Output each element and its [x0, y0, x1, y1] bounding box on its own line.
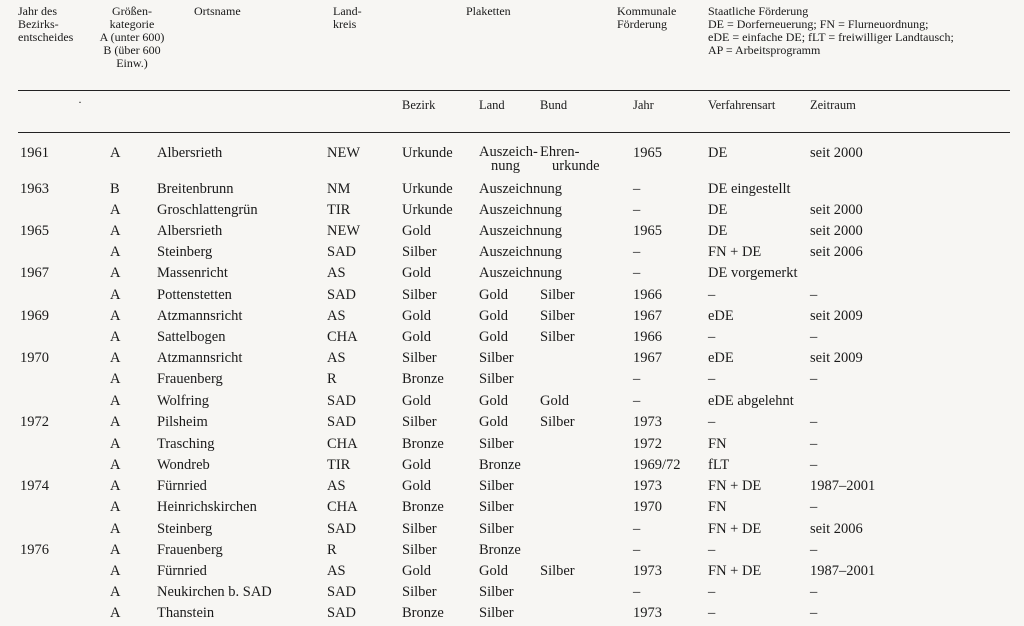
header-jahr-line: Jahr des [18, 4, 57, 18]
cell-landkreis: SAD [327, 414, 357, 430]
cell-landkreis: R [327, 371, 337, 387]
cell-bezirk: Bronze [402, 436, 444, 452]
header-landkreis-line: kreis [333, 17, 357, 31]
cell-land-line: Auszeich- [479, 144, 538, 160]
cell-land: Silber [479, 371, 514, 387]
cell-ortsname: Breitenbrunn [157, 181, 234, 197]
cell-kategorie: B [110, 181, 120, 197]
cell-kategorie: A [110, 521, 121, 537]
table-row [0, 308, 1024, 329]
cell-verfahrensart: – [708, 329, 716, 345]
table-row [0, 202, 1024, 223]
header-plaketten: Plaketten [466, 4, 511, 18]
cell-kommunal-jahr: 1967 [633, 308, 662, 324]
header-groesse-line: Einw.) [116, 56, 148, 70]
table-row [0, 223, 1024, 244]
cell-ortsname: Fürnried [157, 563, 207, 579]
cell-ortsname: Massenricht [157, 265, 228, 281]
table-row [0, 478, 1024, 499]
cell-bezirk: Bronze [402, 371, 444, 387]
cell-kommunal-jahr: – [633, 181, 641, 197]
cell-verfahrensart: FN + DE [708, 478, 762, 494]
header-jahr [18, 5, 73, 44]
cell-bezirk: Gold [402, 457, 431, 473]
table-row [0, 181, 1024, 202]
header-bund: Bund [540, 98, 568, 112]
cell-landkreis: SAD [327, 521, 357, 537]
cell-ortsname: Atzmannsricht [157, 350, 243, 366]
cell-zeitraum: seit 2009 [810, 308, 863, 324]
cell-bezirk: Urkunde [402, 202, 453, 218]
cell-zeitraum: – [810, 371, 818, 387]
cell-land: Gold [479, 329, 508, 345]
cell-landkreis: AS [327, 308, 346, 324]
cell-bezirk: Bronze [402, 499, 444, 515]
cell-bund: Silber [540, 329, 575, 345]
cell-verfahrensart: FN + DE [708, 244, 762, 260]
table-row [0, 414, 1024, 435]
cell-land: Silber [479, 478, 514, 494]
cell-kategorie: A [110, 371, 121, 387]
header-groesse-line: B (über 600 [103, 43, 161, 57]
cell-verfahrensart: DE eingestellt [708, 181, 791, 197]
cell-kommunal-jahr: 1973 [633, 563, 662, 579]
cell-landkreis: TIR [327, 457, 351, 473]
cell-bezirk: Gold [402, 393, 431, 409]
cell-ortsname: Neukirchen b. SAD [157, 584, 272, 600]
cell-kommunal-jahr: 1973 [633, 605, 662, 621]
cell-kommunal-jahr: – [633, 244, 641, 260]
table-row [0, 393, 1024, 414]
cell-kommunal-jahr: – [633, 521, 641, 537]
cell-landkreis: SAD [327, 244, 357, 260]
cell-land: Auszeichnung [479, 181, 562, 197]
header-jahr-line: Bezirks- [18, 17, 59, 31]
cell-verfahrensart: eDE [708, 308, 734, 324]
cell-land: Silber [479, 499, 514, 515]
cell-landkreis: CHA [327, 329, 358, 345]
cell-verfahrensart: – [708, 371, 716, 387]
cell-bezirk: Silber [402, 542, 437, 558]
cell-verfahrensart: – [708, 605, 716, 621]
cell-verfahrensart: FN [708, 436, 727, 452]
cell-kommunal-jahr: 1969/72 [633, 457, 681, 473]
cell-verfahrensart: DE [708, 145, 728, 161]
cell-verfahrensart: FN + DE [708, 521, 762, 537]
header-kommunal-line: Förderung [617, 17, 667, 31]
cell-kommunal-jahr: 1967 [633, 350, 662, 366]
cell-land: Silber [479, 521, 514, 537]
cell-bezirk: Gold [402, 478, 431, 494]
header-rule-top [18, 90, 1010, 91]
cell-zeitraum: – [810, 584, 818, 600]
cell-land: Auszeichnung [479, 244, 562, 260]
cell-verfahrensart: fLT [708, 457, 730, 473]
header-groesse-line: kategorie [109, 17, 155, 31]
cell-kommunal-jahr: 1966 [633, 287, 662, 303]
cell-landkreis: NEW [327, 223, 361, 239]
cell-kategorie: A [110, 287, 121, 303]
cell-jahr: 1976 [20, 542, 49, 558]
cell-verfahrensart: DE [708, 202, 728, 218]
cell-jahr: 1970 [20, 350, 49, 366]
cell-kategorie: A [110, 605, 121, 621]
cell-kategorie: A [110, 499, 121, 515]
cell-landkreis: CHA [327, 436, 358, 452]
cell-verfahrensart: eDE abgelehnt [708, 393, 794, 409]
cell-zeitraum: – [810, 542, 818, 558]
cell-jahr: 1961 [20, 145, 49, 161]
header-ortsname: Ortsname [194, 4, 241, 18]
cell-ortsname: Trasching [157, 436, 215, 452]
cell-zeitraum: seit 2009 [810, 350, 863, 366]
header-staatlich-line: DE = Dorferneuerung; FN = Flurneuordnung; [708, 17, 929, 31]
cell-bund: Silber [540, 308, 575, 324]
header-rule-bottom [18, 132, 1010, 133]
header-landkreis [333, 5, 362, 31]
cell-zeitraum: – [810, 436, 818, 452]
cell-kommunal-jahr: 1965 [633, 223, 662, 239]
cell-kategorie: A [110, 244, 121, 260]
table-row [0, 542, 1024, 563]
cell-landkreis: SAD [327, 605, 357, 621]
cell-kategorie: A [110, 414, 121, 430]
cell-zeitraum: seit 2006 [810, 521, 863, 537]
cell-landkreis: R [327, 542, 337, 558]
cell-land: Gold [479, 287, 508, 303]
cell-ortsname: Albersrieth [157, 145, 223, 161]
cell-land: Gold [479, 414, 508, 430]
cell-landkreis: NEW [327, 145, 361, 161]
cell-ortsname: Sattelbogen [157, 329, 226, 345]
cell-land-line: nung [491, 158, 520, 174]
cell-verfahrensart: eDE [708, 350, 734, 366]
cell-verfahrensart: FN + DE [708, 563, 762, 579]
cell-kommunal-jahr: 1965 [633, 145, 662, 161]
cell-verfahrensart: – [708, 287, 716, 303]
cell-kategorie: A [110, 308, 121, 324]
header-verfahrensart: Verfahrensart [708, 98, 776, 112]
cell-ortsname: Steinberg [157, 521, 213, 537]
header-staatlich-line: eDE = einfache DE; fLT = freiwilliger Landtausch; [708, 30, 954, 44]
cell-bund-line: Ehren- [540, 144, 580, 160]
cell-bund: Gold [540, 393, 569, 409]
header-kommunal [617, 5, 676, 31]
cell-bezirk: Silber [402, 521, 437, 537]
cell-zeitraum: – [810, 329, 818, 345]
cell-bund-line: urkunde [552, 158, 600, 174]
table-row [0, 563, 1024, 584]
table-row [0, 329, 1024, 350]
cell-land: Silber [479, 436, 514, 452]
cell-landkreis: TIR [327, 202, 351, 218]
cell-jahr: 1963 [20, 181, 49, 197]
cell-kommunal-jahr: – [633, 371, 641, 387]
cell-bezirk: Gold [402, 265, 431, 281]
cell-jahr: 1974 [20, 478, 49, 494]
cell-kommunal-jahr: 1966 [633, 329, 662, 345]
cell-zeitraum: seit 2000 [810, 202, 863, 218]
header-dot: · [78, 95, 82, 109]
cell-kategorie: A [110, 478, 121, 494]
cell-bezirk: Gold [402, 563, 431, 579]
cell-zeitraum: – [810, 457, 818, 473]
cell-ortsname: Fürnried [157, 478, 207, 494]
header-jahr-line: entscheides [18, 30, 74, 44]
cell-zeitraum: 1987–2001 [810, 478, 876, 494]
table-row [0, 265, 1024, 286]
table-row [0, 371, 1024, 392]
cell-verfahrensart: – [708, 542, 716, 558]
cell-zeitraum: – [810, 499, 818, 515]
header-zeitraum: Zeitraum [810, 98, 856, 112]
cell-verfahrensart: FN [708, 499, 727, 515]
cell-landkreis: AS [327, 563, 346, 579]
cell-kommunal-jahr: 1973 [633, 478, 662, 494]
cell-ortsname: Heinrichskirchen [157, 499, 257, 515]
cell-kategorie: A [110, 202, 121, 218]
cell-bezirk: Gold [402, 329, 431, 345]
cell-bezirk: Silber [402, 244, 437, 260]
header-land: Land [479, 98, 505, 112]
cell-kategorie: A [110, 329, 121, 345]
table-row [0, 499, 1024, 520]
cell-bund [540, 145, 600, 173]
cell-zeitraum: – [810, 287, 818, 303]
cell-zeitraum: seit 2000 [810, 223, 863, 239]
cell-bezirk: Silber [402, 350, 437, 366]
cell-bund: Silber [540, 287, 575, 303]
header-groesse-line: Größen- [112, 4, 152, 18]
cell-verfahrensart: – [708, 584, 716, 600]
cell-kategorie: A [110, 223, 121, 239]
cell-ortsname: Steinberg [157, 244, 213, 260]
table-row [0, 521, 1024, 542]
cell-bund: Silber [540, 414, 575, 430]
cell-ortsname: Groschlattengrün [157, 202, 258, 218]
cell-verfahrensart: – [708, 414, 716, 430]
cell-zeitraum: seit 2006 [810, 244, 863, 260]
cell-bezirk: Urkunde [402, 181, 453, 197]
table-row [0, 350, 1024, 371]
cell-land: Bronze [479, 457, 521, 473]
cell-ortsname: Wondreb [157, 457, 210, 473]
cell-land: Auszeichnung [479, 223, 562, 239]
cell-landkreis: SAD [327, 393, 357, 409]
cell-kategorie: A [110, 393, 121, 409]
table-row [0, 244, 1024, 265]
cell-kommunal-jahr: – [633, 584, 641, 600]
cell-ortsname: Wolfring [157, 393, 209, 409]
cell-jahr: 1967 [20, 265, 49, 281]
cell-verfahrensart: DE [708, 223, 728, 239]
cell-kommunal-jahr: – [633, 393, 641, 409]
header-groesse [92, 5, 172, 70]
table-row [0, 436, 1024, 457]
header-groesse-line: A (unter 600) [99, 30, 165, 44]
cell-landkreis: AS [327, 265, 346, 281]
cell-ortsname: Thanstein [157, 605, 215, 621]
table-row [0, 144, 1024, 174]
table-row [0, 457, 1024, 478]
cell-zeitraum: 1987–2001 [810, 563, 876, 579]
cell-kategorie: A [110, 584, 121, 600]
cell-zeitraum: seit 2000 [810, 145, 863, 161]
cell-landkreis: NM [327, 181, 351, 197]
cell-ortsname: Frauenberg [157, 371, 223, 387]
cell-land [479, 145, 538, 173]
header-staatlich-line: Staatliche Förderung [708, 4, 809, 18]
cell-kategorie: A [110, 563, 121, 579]
cell-kategorie: A [110, 350, 121, 366]
cell-bezirk: Urkunde [402, 145, 453, 161]
cell-kommunal-jahr: – [633, 542, 641, 558]
cell-kategorie: A [110, 436, 121, 452]
header-kommunal-line: Kommunale [617, 4, 677, 18]
cell-bezirk: Silber [402, 414, 437, 430]
cell-bund: Silber [540, 563, 575, 579]
cell-jahr: 1972 [20, 414, 49, 430]
cell-kategorie: A [110, 542, 121, 558]
header-staatlich-line: AP = Arbeitsprogramm [708, 43, 821, 57]
table-row [0, 287, 1024, 308]
cell-land: Silber [479, 605, 514, 621]
cell-kommunal-jahr: 1973 [633, 414, 662, 430]
cell-jahr: 1969 [20, 308, 49, 324]
cell-zeitraum: – [810, 414, 818, 430]
cell-ortsname: Albersrieth [157, 223, 223, 239]
cell-land: Auszeichnung [479, 265, 562, 281]
cell-kommunal-jahr: 1970 [633, 499, 662, 515]
cell-landkreis: SAD [327, 287, 357, 303]
cell-bezirk: Silber [402, 287, 437, 303]
cell-verfahrensart: DE vorgemerkt [708, 265, 798, 281]
cell-land: Gold [479, 393, 508, 409]
header-bezirk: Bezirk [402, 98, 436, 112]
cell-bezirk: Gold [402, 223, 431, 239]
cell-land: Silber [479, 584, 514, 600]
cell-kategorie: A [110, 265, 121, 281]
cell-kommunal-jahr: – [633, 265, 641, 281]
cell-landkreis: SAD [327, 584, 357, 600]
cell-ortsname: Atzmannsricht [157, 308, 243, 324]
header-staatlich [708, 5, 954, 57]
cell-land: Bronze [479, 542, 521, 558]
cell-landkreis: AS [327, 350, 346, 366]
cell-kommunal-jahr: 1972 [633, 436, 662, 452]
cell-ortsname: Pilsheim [157, 414, 208, 430]
cell-land: Silber [479, 350, 514, 366]
cell-land: Auszeichnung [479, 202, 562, 218]
cell-ortsname: Frauenberg [157, 542, 223, 558]
header-landkreis-line: Land- [333, 4, 362, 18]
cell-land: Gold [479, 308, 508, 324]
cell-zeitraum: – [810, 605, 818, 621]
cell-jahr: 1965 [20, 223, 49, 239]
header-kommunal-jahr: Jahr [633, 98, 654, 112]
cell-ortsname: Pottenstetten [157, 287, 232, 303]
cell-kategorie: A [110, 457, 121, 473]
cell-bezirk: Silber [402, 584, 437, 600]
cell-landkreis: CHA [327, 499, 358, 515]
cell-kategorie: A [110, 145, 121, 161]
cell-bezirk: Bronze [402, 605, 444, 621]
cell-bezirk: Gold [402, 308, 431, 324]
cell-land: Gold [479, 563, 508, 579]
cell-kommunal-jahr: – [633, 202, 641, 218]
table-row [0, 584, 1024, 605]
cell-landkreis: AS [327, 478, 346, 494]
